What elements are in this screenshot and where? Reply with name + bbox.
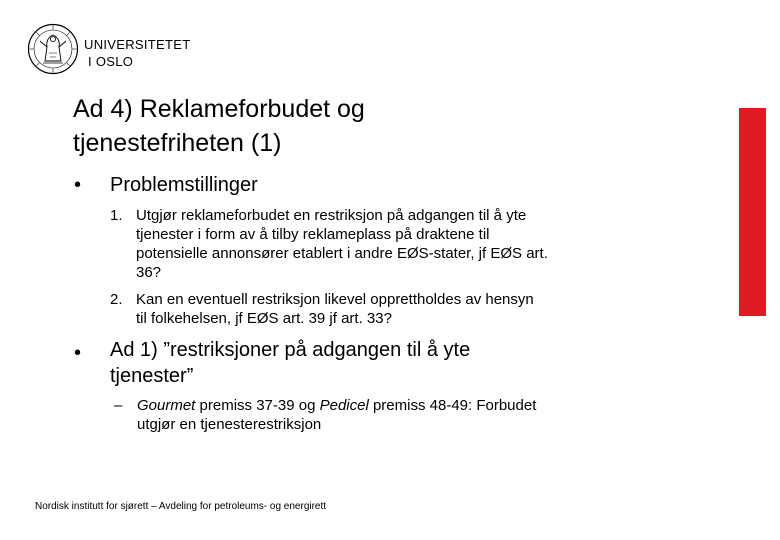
bullet-ad-1-line-2: tjenester” [110,365,194,387]
list-item-2 [136,290,534,328]
bullet-problemstillinger: Problemstillinger [110,174,258,196]
sub-bullet-mid-1: premiss 37-39 og [195,397,320,414]
university-seal-logo [27,23,79,75]
bullet-marker-2: • [74,342,82,364]
list-item-1-line-1: Utgjør reklameforbudet en restriksjon på adgangen til å yte [136,207,527,224]
bullet-ad-1-line-1: Ad 1) ”restriksjoner på adgangen til å yte [110,339,471,361]
accent-bar [739,108,766,316]
list-item-1-line-2: tjenester i form av å tilby reklameplass på draktene til [136,226,490,243]
case-name-gourmet: Gourmet [137,397,196,414]
university-name [84,36,190,70]
footer-text: Nordisk institutt for sjørett – Avdeling for petroleums- og energirett [35,501,327,512]
slide-title-line1: Ad 4) Reklameforbudet og [73,95,365,123]
sub-bullet-dash: – [114,397,123,414]
list-item-1-line-4: 36? [136,264,162,281]
university-name-line1: UNIVERSITETET [84,37,191,52]
list-item-number-2: 2. [110,291,123,308]
slide-title-line2: tjenestefriheten (1) [73,129,282,157]
sub-bullet-line-1 [137,396,536,415]
sub-bullet-mid-2: premiss 48-49: Forbudet [368,397,537,414]
sub-bullet-line-2: utgjør en tjenesterestriksjon [137,416,322,433]
list-item-number-1: 1. [110,207,123,224]
list-item-1 [136,206,548,282]
case-name-pedicel: Pedicel [319,397,369,414]
list-item-2-line-2: til folkehelsen, jf EØS art. 39 jf art. 33? [136,310,392,327]
bullet-marker-1: • [74,174,82,196]
slide-title [73,92,693,160]
bullet-ad-1 [110,337,470,389]
list-item-2-line-1: Kan en eventuell restriksjon likevel opprettholdes av hensyn [136,291,534,308]
university-name-line2: I OSLO [88,54,134,69]
list-item-1-line-3: potensielle annonsører etablert i andre EØS-stater, jf EØS art. [136,245,548,262]
sub-bullet-text [137,396,536,434]
